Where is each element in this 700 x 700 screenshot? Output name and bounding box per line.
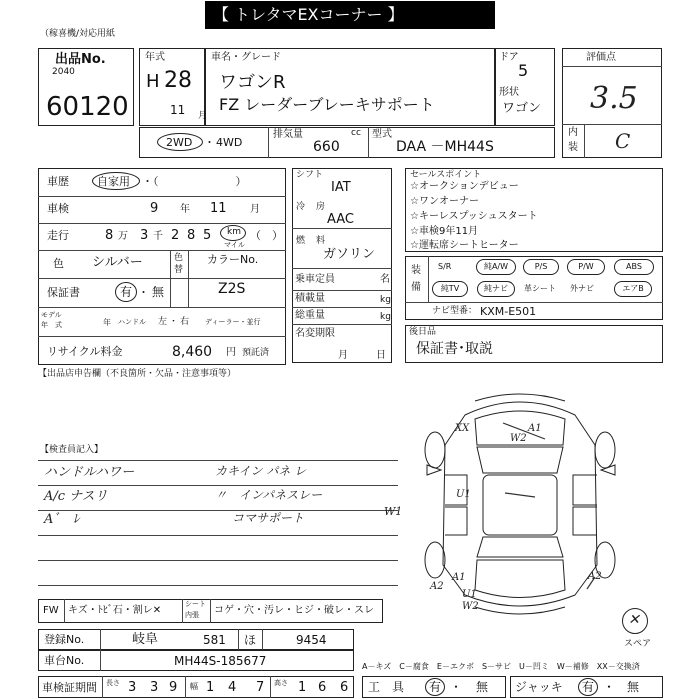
cert-height-label: 高さ: [274, 679, 288, 687]
navi-label: ナビ型番：: [432, 306, 478, 316]
drive-4wd: 4WD: [216, 136, 243, 149]
equip-item-circled: 純ナビ: [477, 281, 515, 297]
recycle-label: リサイクル料金: [47, 345, 123, 358]
total-weight-unit: kg: [380, 312, 391, 322]
afterdate-value: 保証書･取説: [416, 341, 493, 357]
jack-dot: ・: [603, 680, 616, 694]
damage-mark: A2: [430, 581, 444, 592]
navi-value: KXM-E501: [480, 305, 537, 318]
registration-label: 登録No.: [44, 633, 85, 646]
inspector-label: 【検査員記入】: [40, 445, 104, 455]
modelyear-left: 左: [158, 317, 168, 327]
condition-int: コゲ・穴・汚レ・ヒジ・破レ・スレ: [214, 605, 374, 616]
shape-label: 形状: [499, 87, 519, 98]
jack-yes: 有: [582, 680, 595, 694]
cert-long-digit: 9: [169, 680, 178, 695]
sales-point-item: ☆キーレスプッシュスタート: [410, 211, 538, 222]
registration-kana: ほ: [244, 633, 257, 647]
load-label: 積載量: [295, 293, 325, 304]
color-value: シルバー: [92, 255, 143, 270]
chassis-label: 車台No.: [44, 654, 85, 667]
warranty-label: 保証書: [47, 286, 80, 299]
equip-item-circled: P/S: [523, 259, 559, 275]
modelyear-dot: ・: [169, 317, 179, 327]
equip-item: 革シート: [524, 284, 556, 293]
inspector-note: ハンドルハワー: [44, 465, 135, 480]
mileage-sen: 千: [153, 231, 163, 242]
recycle-note: 預託済: [242, 348, 270, 358]
color-no-label: カラーNo.: [207, 253, 259, 266]
modelyear-right: 右: [180, 317, 190, 327]
inspection-label: 車検: [47, 202, 69, 215]
interior-label-2: 装: [568, 142, 578, 153]
history-label: 車歴: [47, 175, 69, 188]
cert-long-digit: 3: [128, 680, 137, 695]
modelyear-dealer: ディーラー・並行: [205, 318, 261, 326]
cert-long-digit: 3: [150, 680, 159, 695]
equip-item-circled: 純A/W: [476, 259, 516, 275]
exhibitor-note-label: 【出品店申告欄（不良箇所・欠品・注意事項等）: [38, 369, 237, 379]
model-label: 型式: [372, 129, 392, 140]
inspection-year-unit: 年: [180, 204, 190, 215]
year-value: 28: [164, 68, 192, 93]
color-change-1: 色: [174, 253, 184, 263]
spare-label: スペア: [624, 639, 652, 649]
equip-item-circled: ABS: [614, 259, 654, 275]
equip-item-circled: 純TV: [432, 281, 468, 297]
condition-sheet-1: シート: [185, 600, 206, 608]
drive-dot: ・: [204, 136, 215, 149]
jack-label: ジャッキ: [515, 680, 563, 694]
mileage-digit-2: 2: [171, 228, 180, 243]
displacement-value: 660: [313, 139, 340, 155]
lot-small: 2040: [52, 67, 75, 77]
interior-label-1: 内: [568, 127, 578, 138]
damage-mark: XX: [455, 423, 470, 434]
damage-mark: A2: [588, 571, 602, 582]
equipment-label-2: 備: [411, 282, 421, 293]
capacity-label: 乗車定員: [295, 274, 335, 285]
history-rest: ・（ ）: [142, 175, 247, 188]
warranty-dot: ・: [138, 286, 149, 299]
year-label: 年式: [145, 52, 165, 63]
mileage-man-unit: 万: [118, 231, 128, 242]
color-label: 色: [53, 257, 64, 270]
fuel-label-1: 燃: [296, 236, 306, 246]
sales-point-item: ☆運転席シートヒーター: [410, 240, 519, 251]
score-value: 3.5: [590, 81, 638, 116]
total-weight-label: 総重量: [295, 310, 325, 321]
modelyear-handle: ハンドル: [118, 318, 146, 326]
drive-2wd: 2WD: [166, 136, 193, 149]
model-value: DAA －MH44S: [396, 139, 494, 155]
condition-ext: キズ・ﾄﾋﾞ石・割レ✕: [68, 605, 162, 616]
color-change-2: 替: [174, 265, 184, 275]
name-change-unit-2: 日: [376, 350, 386, 361]
damage-legend: A－キズ C－腐食 E－エクボ S－サビ U－凹ミ W－補修 XX－交換済: [362, 662, 640, 671]
equip-item-circled: エアB: [614, 281, 652, 297]
header-note: （稼喜機/対応用紙: [40, 29, 116, 39]
cert-width-label: 幅: [190, 682, 198, 691]
mileage-digit-4: 5: [203, 228, 212, 243]
sales-point-item: ☆オークションデビュー: [410, 181, 519, 192]
damage-mark: W1: [384, 505, 403, 518]
damage-mark: A1: [452, 572, 466, 583]
car-label: 車名・グレード: [211, 52, 281, 63]
sales-points-label: セールスポイント: [410, 170, 482, 180]
tools-no: 無: [476, 680, 489, 694]
mileage-unit-mile: マイル: [224, 241, 245, 249]
name-change-label: 名変期限: [295, 328, 335, 339]
warranty-yes: 有: [120, 285, 133, 299]
score-label: 評価点: [586, 52, 616, 63]
inspector-note: 〃 インパネスレー: [215, 488, 323, 502]
spare-mark: ✕: [628, 612, 640, 628]
mileage-digit-1: 3: [140, 228, 149, 243]
door-label: ドア: [499, 52, 519, 63]
equipment-label-1: 装: [411, 265, 421, 276]
displacement-unit: cc: [351, 128, 361, 138]
sales-point-item: ☆車検9年11月: [410, 226, 479, 237]
mileage-unit-km: km: [227, 227, 241, 237]
recycle-value: 8,460: [172, 344, 213, 360]
modelyear-label-2: 年 式: [41, 321, 62, 329]
equip-item: S/R: [438, 262, 452, 271]
cert-label: 車検証期間: [42, 681, 97, 694]
damage-mark: W2: [462, 601, 479, 612]
cert-width-digit: 4: [228, 680, 237, 695]
mileage-label: 走行: [47, 229, 69, 242]
lot-label: 出品No.: [55, 52, 106, 67]
inspector-note: コマサポート: [232, 511, 317, 525]
shift-value: IAT: [331, 180, 351, 195]
sales-point-item: ☆ワンオーナー: [410, 196, 479, 207]
condition-fw: FW: [43, 605, 59, 616]
ac-label-2: 房: [316, 202, 326, 212]
cert-long-label: 長さ: [106, 679, 120, 687]
mileage-man: 8: [105, 228, 114, 243]
ac-value: AAC: [327, 212, 354, 227]
capacity-unit: 名: [380, 274, 390, 285]
ac-label-1: 冷: [296, 202, 306, 212]
car-name: ワゴンR: [219, 72, 286, 93]
tools-label: 工 具: [368, 680, 405, 694]
cert-width-digit: 7: [256, 680, 265, 695]
color-no-value: Z2S: [218, 281, 246, 297]
damage-mark: U1: [456, 489, 471, 500]
equip-item: 外ナビ: [570, 284, 594, 293]
modelyear-year: 年: [103, 318, 111, 327]
inspection-month: 11: [210, 201, 227, 216]
name-change-unit: 月: [338, 350, 348, 361]
inspection-year: 9: [150, 201, 159, 216]
damage-mark: U1: [462, 589, 477, 600]
inspector-note: Aﾞ ﾚ: [44, 512, 80, 527]
mileage-digit-3: 8: [187, 228, 196, 243]
warranty-no: 無: [152, 285, 165, 299]
registration-place: 岐阜: [132, 632, 159, 647]
equip-item-circled: P/W: [567, 259, 605, 275]
modelyear-label-1: モデル: [41, 311, 62, 319]
recycle-unit: 円: [226, 347, 236, 358]
registration-class: 581: [203, 633, 226, 647]
year-month-unit: 月: [198, 111, 208, 121]
cert-width-digit: 1: [206, 680, 215, 695]
fuel-label-2: 料: [316, 236, 326, 246]
chassis-value: MH44S-185677: [174, 654, 267, 668]
lot-number: 60120: [46, 92, 129, 122]
shift-label: シフト: [296, 170, 324, 180]
damage-mark: A1: [528, 423, 542, 434]
jack-no: 無: [627, 680, 640, 694]
load-unit: kg: [380, 295, 391, 305]
car-grade: FZ レーダーブレーキサポート: [219, 95, 435, 114]
header-title: 【 トレタマEXコーナー 】: [213, 5, 404, 24]
condition-sheet-2: 内張: [185, 611, 199, 619]
year-month: 11: [170, 103, 186, 117]
fuel-value: ガソリン: [323, 247, 376, 262]
history-value: 自家用: [97, 175, 130, 188]
mileage-tail: （ ）: [250, 229, 283, 242]
inspector-note: A/c ナスリ: [44, 489, 108, 504]
tools-dot: ・: [450, 680, 463, 694]
registration-num: 9454: [296, 633, 327, 647]
tools-yes: 有: [429, 680, 442, 694]
cert-height-digit: 6: [340, 680, 349, 695]
cert-height-digit: 1: [298, 680, 307, 695]
cert-height-digit: 6: [318, 680, 327, 695]
afterdate-label: 後日品: [409, 327, 437, 337]
inspection-month-unit: 月: [250, 204, 260, 215]
year-era: H: [146, 71, 160, 92]
interior-value: C: [615, 129, 631, 153]
door-value: 5: [518, 61, 529, 80]
displacement-label: 排気量: [273, 129, 303, 140]
shape-value: ワゴン: [502, 101, 542, 116]
inspector-note: カキイン パネ レ: [215, 464, 307, 478]
damage-mark: W2: [510, 433, 527, 444]
